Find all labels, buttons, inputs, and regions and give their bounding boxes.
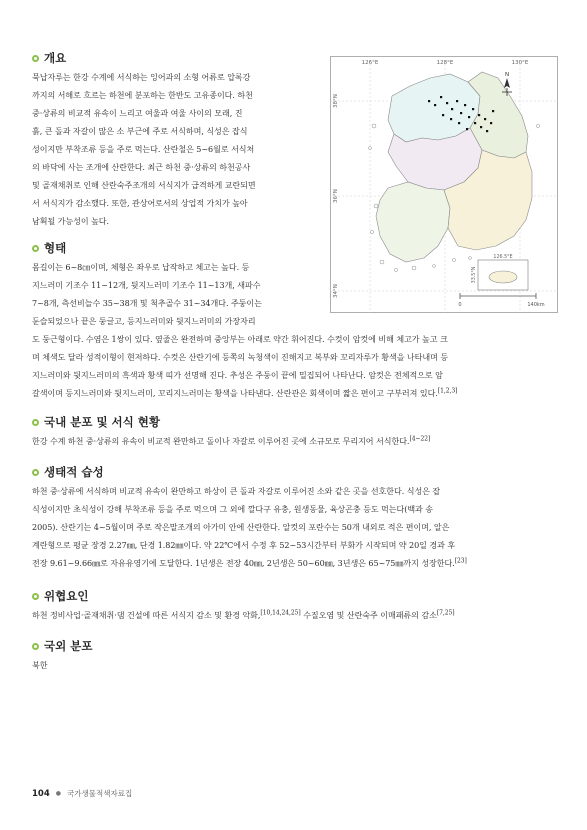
record-point xyxy=(490,122,492,124)
text-line: 까지의 서해로 흐르는 하천에 분포하는 한반도 고유종이다. 하천 xyxy=(32,91,253,100)
text-line: 도 둥근형이다. 수염은 1쌍이 있다. 옆줄은 완전하며 중앙부는 아래로 약간 휘어진다. 수컷이 암컷에 비해 체고가 높고 크 xyxy=(32,335,448,344)
record-point xyxy=(472,108,474,110)
overview-section xyxy=(32,50,322,231)
distribution-map xyxy=(330,56,558,313)
record-point xyxy=(474,122,476,124)
foreign-distribution-text xyxy=(32,657,556,675)
overview-text xyxy=(32,69,322,231)
reference-marker: [10,14,24,25] xyxy=(260,609,301,617)
reference-marker: [4~22] xyxy=(409,435,431,443)
section-bullet-icon xyxy=(32,643,39,650)
record-point xyxy=(442,114,444,116)
text-line: 중·상류의 비교적 유속이 느리고 여울과 여울 사이의 모래, 진 xyxy=(32,109,243,118)
text-line xyxy=(32,555,556,573)
threats-text-a: 하천 정비사업·골재채취·댐 건설에 따른 서식지 감소 및 환경 악화, xyxy=(32,611,261,620)
ecology-text xyxy=(32,483,556,573)
text-line: 계란형으로 평균 장경 2.27㎜, 단경 1.82㎜이다. 약 22℃에서 수정 후 52~53시간부터 부화가 시작되며 약 20일 경과 후 xyxy=(32,541,456,550)
domestic-distribution-heading xyxy=(32,414,556,430)
text-line: 지느러미 기조수 11~12개, 뒷지느러미 기조수 11~13개, 새파수 xyxy=(32,281,261,290)
text-line: 의 바닥에 사는 조개에 산란한다. 최근 하천 중·상류의 하천공사 xyxy=(32,163,251,172)
text-line-content: 전장 9.61~9.66㎜로 자유유영기에 도달한다. 1년생은 전장 40㎜, 2년생은 50~60㎜, 3년생은 65~75㎜까지 성장한다. xyxy=(32,559,455,568)
text-line: 2005). 산란기는 4~5월이며 주로 작은말조개의 아가미 안에 산란한다. 알컷의 포란수는 50개 내외로 적은 편이며, 알은 xyxy=(32,523,450,532)
record-point xyxy=(478,114,480,116)
record-point xyxy=(450,118,452,120)
reference-marker: [23] xyxy=(454,557,467,565)
lon-label: 128°E xyxy=(436,60,454,66)
text-line: 흙, 큰 돌과 자갈이 많은 소 부근에 주로 서식하며, 식성은 잡식 xyxy=(32,127,248,136)
record-point xyxy=(468,116,470,118)
page-footer xyxy=(32,788,132,799)
text-line: 몸길이는 6~8㎝이며, 체형은 좌우로 납작하고 체고는 높다. 등 xyxy=(32,263,250,272)
scale-end-label: 140km xyxy=(527,302,545,308)
text-line: 성이지만 부착조류 등을 주로 먹는다. 산란철은 5~6월로 서식처 xyxy=(32,145,255,154)
record-point xyxy=(466,128,468,130)
threats-text-b: 수질오염 및 산란숙주 이매패류의 감소 xyxy=(300,611,437,620)
record-point xyxy=(440,96,442,98)
text-line-content: 갈색이며 등지느러미와 뒷지느러미, 꼬리지느러미는 황색을 나타낸다. 산란관은 회색이며 짧은 편이고 구부러져 있다. xyxy=(32,389,438,398)
section-bullet-icon xyxy=(32,593,39,600)
domestic-distribution-section xyxy=(32,414,556,451)
north-label: N xyxy=(504,72,510,78)
text-line: 북한 xyxy=(32,661,48,670)
ecology-heading xyxy=(32,464,556,480)
inset-lon-label: 126.5°E xyxy=(493,255,513,260)
threats-title: 위협요인 xyxy=(44,589,89,603)
separator-dot-icon: ● xyxy=(55,790,61,797)
domestic-distribution-text xyxy=(32,433,556,451)
text-line: 및 골재채취로 인해 산란숙주조개의 서식지가 급격하게 교란되면 xyxy=(32,181,256,190)
text-line: 둔슬되었으나 끝은 둥글고, 등지느러미와 뒷지느러미의 가장자리 xyxy=(32,317,256,326)
morphology-title: 형태 xyxy=(44,241,67,255)
overview-heading xyxy=(32,50,322,66)
lat-label: 36°N xyxy=(333,189,339,203)
threats-heading xyxy=(32,588,556,604)
text-line: 하천 중·상류에 서식하며 비교적 유속이 완만하고 하상이 큰 돌과 자갈로 이루어진 소와 같은 곳을 선호한다. 식성은 잡 xyxy=(32,487,441,496)
inset-lat-label: 33.5°N xyxy=(472,266,477,284)
section-bullet-icon xyxy=(32,245,39,252)
text-line: 7~8개, 측선비늘수 35~38개 및 척추골수 31~34개다. 주둥이는 xyxy=(32,299,262,308)
record-point xyxy=(486,130,488,132)
foreign-distribution-title: 국외 분포 xyxy=(44,639,93,653)
record-point xyxy=(456,100,458,102)
ecology-title: 생태적 습성 xyxy=(44,465,104,479)
scale-start-label: 0 xyxy=(458,302,462,308)
lon-label: 126°E xyxy=(361,60,379,66)
text-line: 지느러미와 뒷지느러미의 흑색과 황색 띠가 선명해 진다. 추성은 주둥이 끝에 밀집되어 나타난다. 암컷은 전체적으로 암 xyxy=(32,371,443,380)
map-regions xyxy=(376,72,532,262)
book-title: 국가생물적색자료집 xyxy=(67,789,133,798)
text-line: 식성이지만 초식성이 강해 부착조류 등을 주로 먹으며 그 외에 깔다구 유충, 원생동물, 육상곤충 등도 먹는다(백과 송 xyxy=(32,505,433,514)
record-point xyxy=(451,108,453,110)
text-line xyxy=(32,433,556,451)
jeju-island xyxy=(489,271,517,283)
page-number: 104 xyxy=(32,788,50,799)
section-bullet-icon xyxy=(32,469,39,476)
record-point xyxy=(484,118,486,120)
record-point xyxy=(428,100,430,102)
lat-label: 38°N xyxy=(333,94,339,108)
text-line xyxy=(32,607,556,625)
record-point xyxy=(446,102,448,104)
record-point xyxy=(492,110,494,112)
record-point xyxy=(458,122,460,124)
record-point xyxy=(480,126,482,128)
overview-title: 개요 xyxy=(44,51,67,65)
text-line: 묵납자루는 한강 수계에 서식하는 잉어과의 소형 어류로 압록강 xyxy=(32,73,251,82)
threats-text xyxy=(32,607,556,625)
record-point xyxy=(434,104,436,106)
text-line xyxy=(32,385,556,403)
record-point xyxy=(464,104,466,106)
distribution-map-svg xyxy=(330,56,558,313)
text-line: 서 서식지가 감소했다. 또한, 관상어로서의 상업적 가치가 높아 xyxy=(32,199,248,208)
record-point xyxy=(460,112,462,114)
text-line-content: 한강 수계 하천 중·상류의 유속이 비교적 완만하고 돌이나 자갈로 이루어진 곳에 소규모로 무리지어 서식한다. xyxy=(32,437,410,446)
domestic-distribution-title: 국내 분포 및 서식 현황 xyxy=(44,415,160,429)
section-bullet-icon xyxy=(32,419,39,426)
lon-label: 130°E xyxy=(511,60,529,66)
reference-marker: [1,2,3] xyxy=(437,387,458,395)
foreign-distribution-section xyxy=(32,638,556,675)
foreign-distribution-heading xyxy=(32,638,556,654)
ecology-section xyxy=(32,464,556,573)
text-line: 며 체색도 달라 성적이형이 현저하다. 수컷은 산란기에 등쪽의 녹청색이 진해지고 복부와 꼬리자루가 황색을 나타내며 등 xyxy=(32,353,449,362)
reference-marker: [7,25] xyxy=(436,609,455,617)
lat-label: 34°N xyxy=(333,284,339,298)
section-bullet-icon xyxy=(32,55,39,62)
text-line: 남획될 가능성이 높다. xyxy=(32,217,110,226)
threats-section xyxy=(32,588,556,625)
